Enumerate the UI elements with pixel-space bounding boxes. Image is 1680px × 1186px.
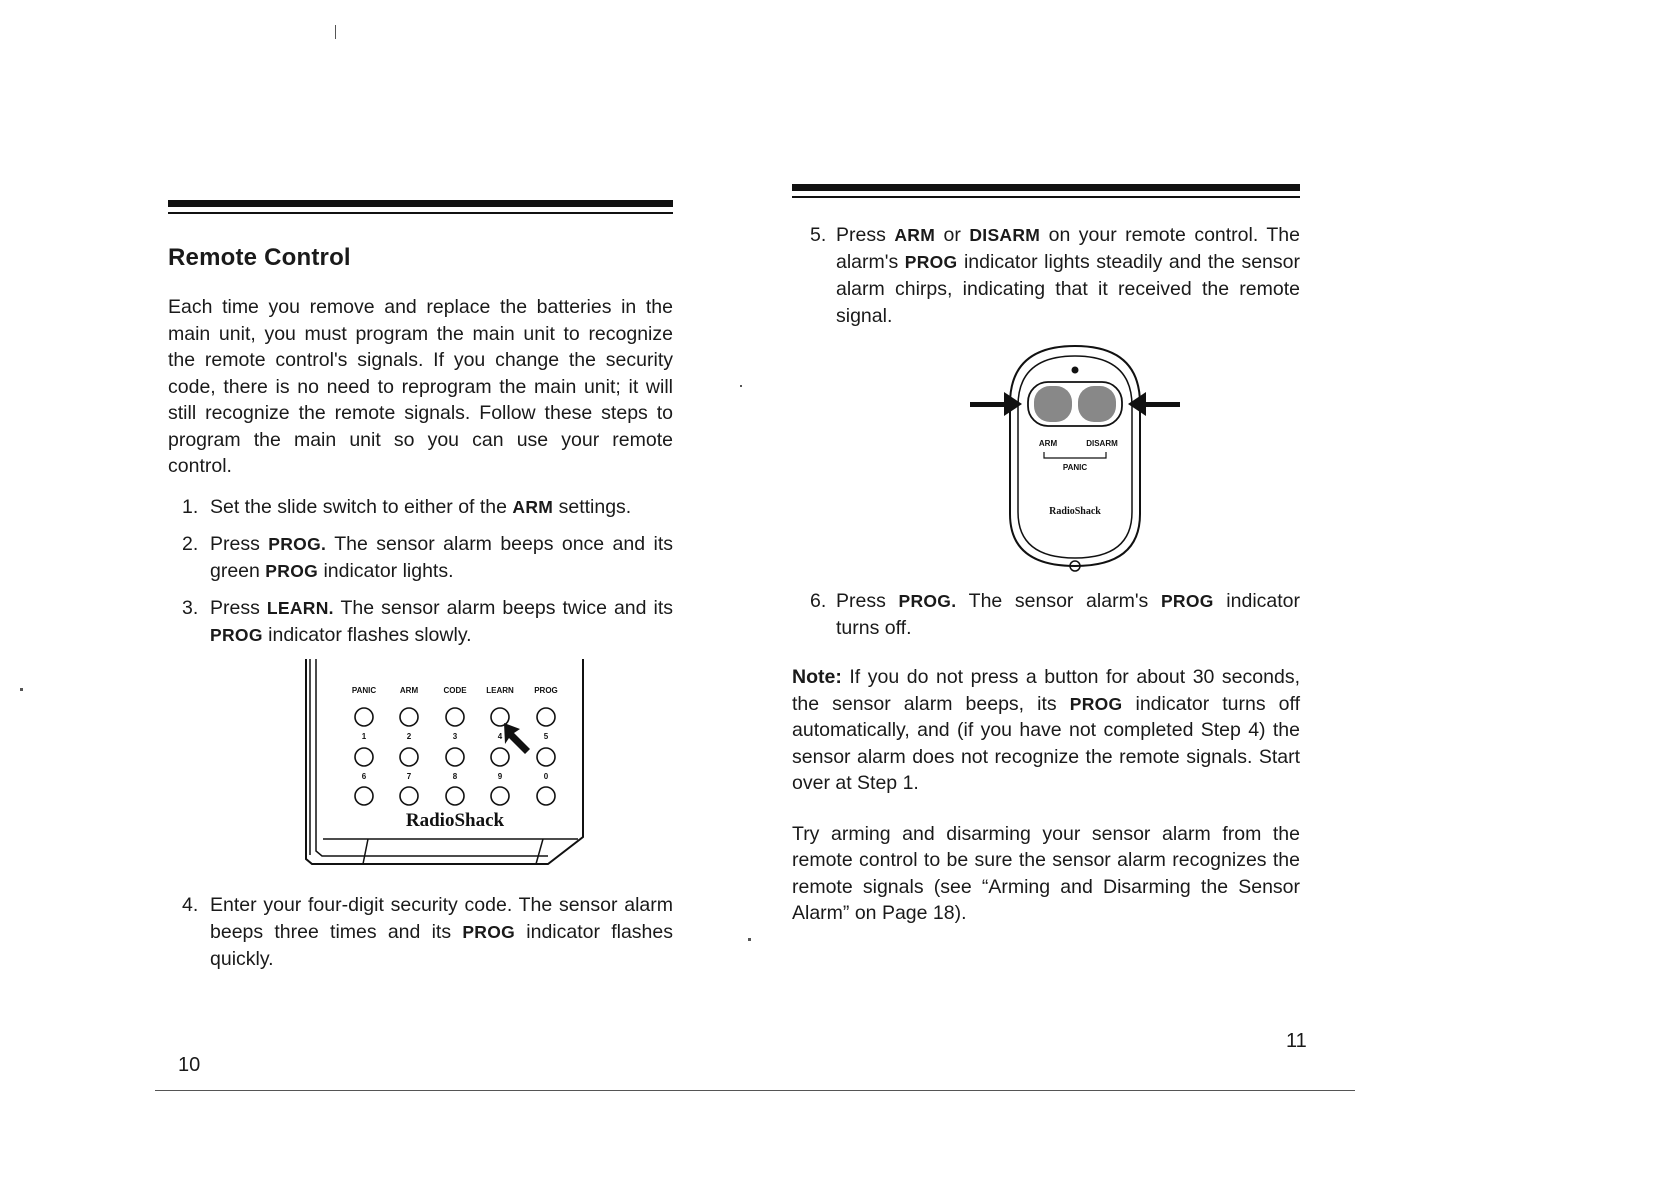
keypad-button [446, 787, 464, 805]
intro-paragraph: Each time you remove and replace the batteries in the main unit, you must program the main unit to recognize the remote control's signals. If you change the security code, there is no need to reprogram the main unit; it will still recognize the remote signals. Follow these steps to program the main unit so you can use your remote control. [168, 296, 673, 477]
keypad-number: 0 [543, 771, 549, 781]
keypad-brand-logo: RadioShack [405, 809, 505, 831]
step-2 [168, 531, 673, 585]
step-3 [168, 595, 673, 649]
section-heading: Remote Control [168, 244, 351, 271]
step-text: Press LEARN. The sensor alarm beeps twice and its PROG indicator flashes slowly. [210, 596, 673, 646]
step-4 [168, 892, 673, 973]
step-text: Press PROG. The sensor alarm's PROG indicator turns off. [836, 590, 1301, 639]
keypad-number: 4 [497, 731, 503, 741]
step-text: Press PROG. The sensor alarm beeps once and its green PROG indicator lights. [210, 532, 674, 582]
keypad-label-learn: LEARN [486, 685, 514, 695]
keypad-button [400, 708, 418, 726]
keypad-button [491, 748, 509, 766]
keypad-button [491, 787, 509, 805]
right-arrow-icon [1128, 392, 1180, 416]
remote-disarm-button [1078, 386, 1116, 422]
scan-speck [740, 385, 742, 387]
top-rule-thin [168, 212, 673, 214]
bottom-rule [155, 1090, 1355, 1091]
step-text: Press ARM or DISARM on your remote control. The alarm's PROG indicator lights steadily and the sensor alarm chirps, indicating that it received the remote signal. [836, 224, 1300, 327]
remote-led-icon [1072, 367, 1079, 374]
keypad-button [537, 787, 555, 805]
keypad-button [355, 708, 373, 726]
step-text: Enter your four-digit security code. The sensor alarm beeps three times and its PROG indicator flashes quickly. [210, 893, 674, 970]
keypad-button [400, 787, 418, 805]
step-text: Set the slide switch to either of the ARM settings. [210, 495, 632, 518]
keypad-number: 1 [361, 731, 367, 741]
keypad-label-prog: PROG [534, 685, 558, 695]
remote-label-panic: PANIC [1062, 463, 1088, 472]
keypad-number: 3 [452, 731, 458, 741]
note-label: Note: [792, 666, 842, 688]
keypad-button [446, 748, 464, 766]
step-number: 4. [182, 893, 199, 916]
left-arrow-icon [970, 392, 1022, 416]
keypad-button [491, 708, 509, 726]
remote-arm-button [1034, 386, 1072, 422]
keypad-label-arm: ARM [399, 685, 419, 695]
keypad-number: 6 [361, 771, 367, 781]
keypad-number: 2 [406, 731, 412, 741]
scan-speck [748, 938, 751, 941]
scan-speck [20, 688, 23, 691]
scan-speck [335, 25, 336, 39]
pointer-arrow-icon [504, 723, 530, 754]
top-rule-thick [168, 200, 673, 207]
remote-label-arm: ARM [1038, 439, 1058, 448]
remote-label-disarm: DISARM [1086, 439, 1118, 448]
step-number: 2. [182, 532, 199, 555]
remote-brand-logo: RadioShack [1049, 506, 1101, 517]
remote-illustration [970, 344, 1180, 574]
keypad-button [355, 787, 373, 805]
step-5 [792, 222, 1300, 330]
keypad-button [537, 748, 555, 766]
keypad-button [446, 708, 464, 726]
keypad-button [537, 708, 555, 726]
step-number: 3. [182, 596, 199, 619]
keypad-label-panic: PANIC [351, 685, 377, 695]
try-paragraph: Try arming and disarming your sensor alarm from the remote control to be sure the sensor alarm recognizes the remote signals (see “Arming and Disarming the Sensor Alarm” on Page 18). [792, 822, 1300, 924]
keypad-illustration [298, 659, 598, 874]
right-page [792, 184, 1300, 927]
keypad-label-code: CODE [443, 685, 467, 695]
left-page [168, 200, 673, 973]
note-paragraph: Note: If you do not press a button for about 30 seconds, the sensor alarm beeps, its PROG indicator turns off automatically, and (if you have not completed Step 4) the sensor alarm does not recognize the remote signals. Start over at Step 1. [792, 666, 1300, 794]
keypad-button [400, 748, 418, 766]
keypad-number: 7 [406, 771, 412, 781]
top-rule-thin [792, 196, 1300, 198]
page-number-right: 11 [1286, 1030, 1307, 1052]
keypad-number: 5 [543, 731, 549, 741]
step-number: 6. [810, 590, 827, 612]
keypad-number: 8 [452, 771, 458, 781]
step-6 [792, 588, 1300, 642]
top-rule-thick [792, 184, 1300, 191]
step-number: 5. [810, 224, 827, 246]
step-number: 1. [182, 495, 199, 518]
page-number-left: 10 [178, 1054, 201, 1076]
keypad-button [355, 748, 373, 766]
keypad-number: 9 [497, 771, 503, 781]
step-1 [168, 494, 673, 521]
